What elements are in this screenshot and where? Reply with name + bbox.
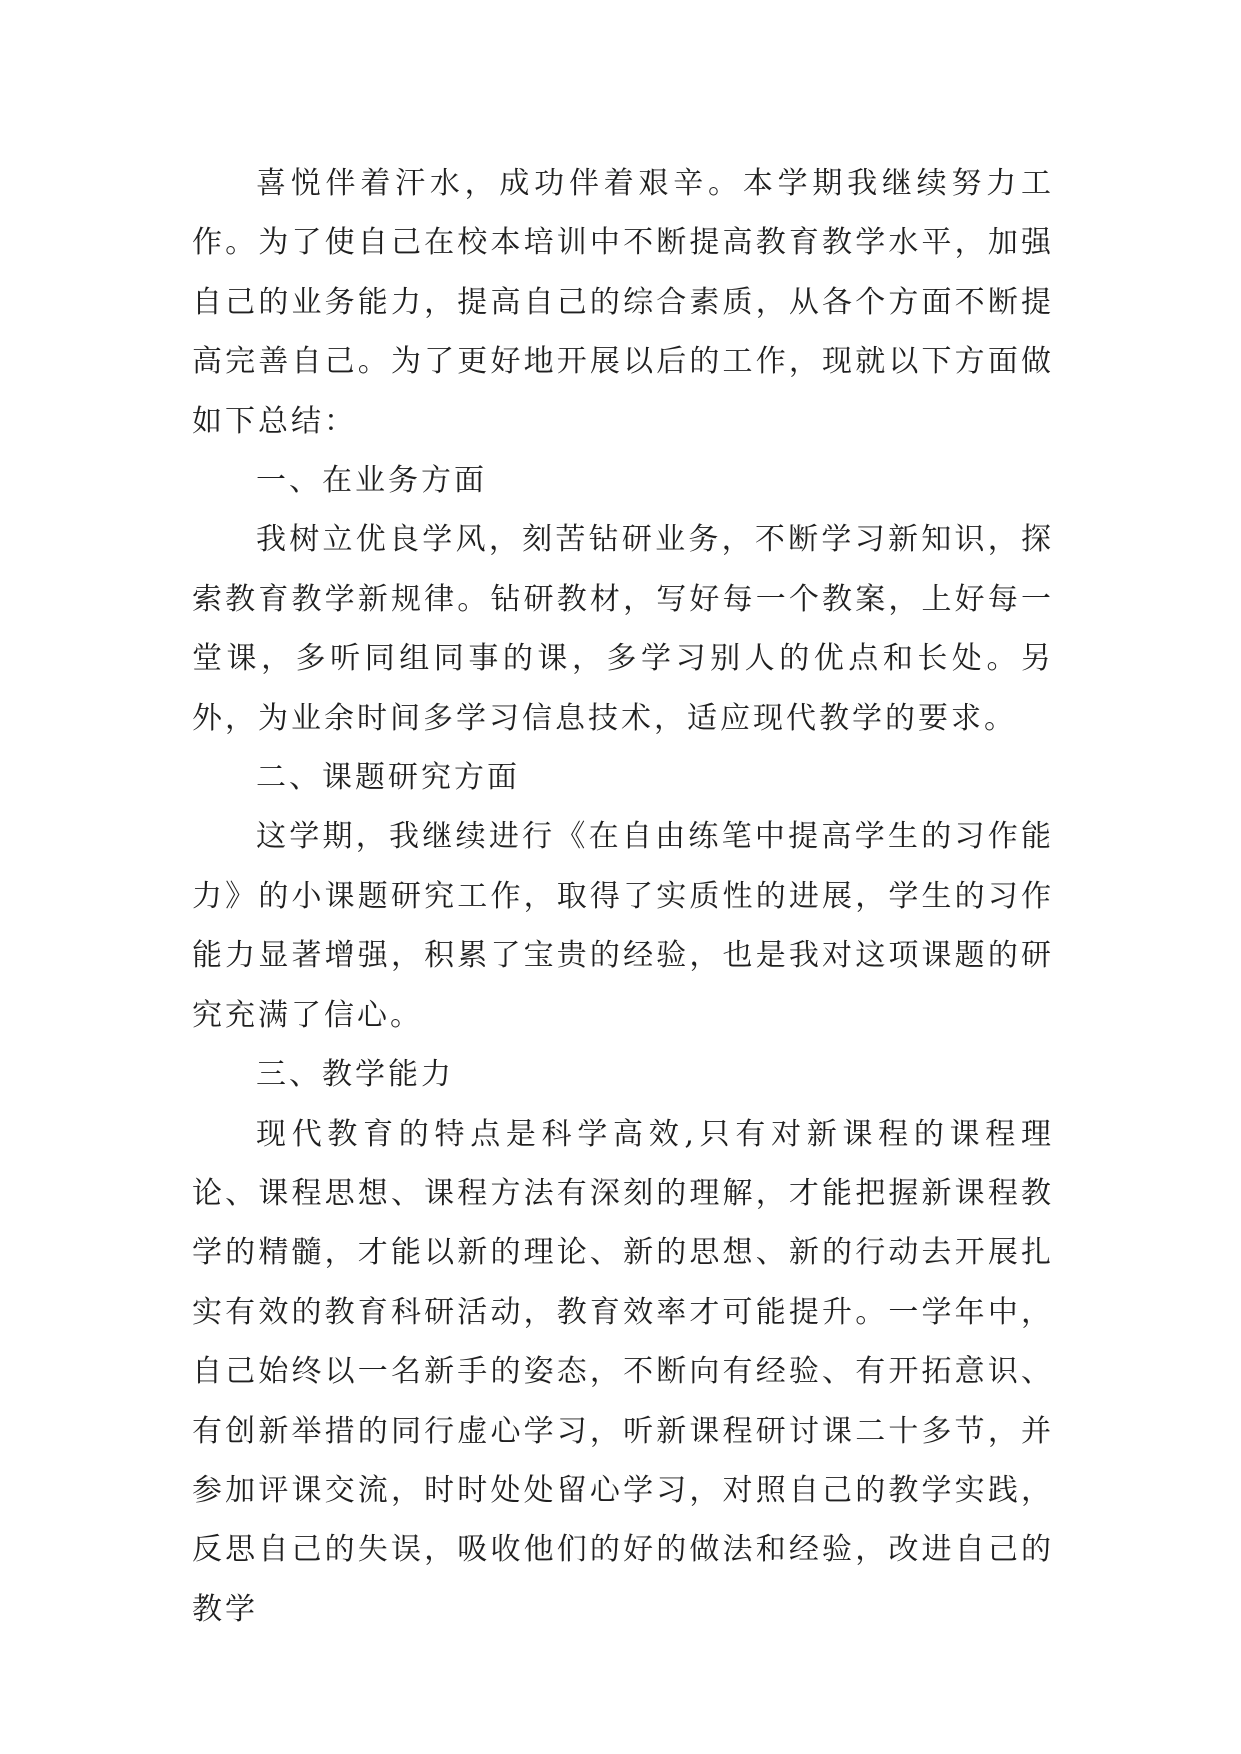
section-heading-business: 一、在业务方面 [256,463,487,499]
section-heading-teaching: 三、教学能力 [256,1057,454,1093]
document-body [192,154,1054,1639]
research-paragraph: 这学期，我继续进行《在自由练笔中提高学生的习作能力》的小课题研究工作，取得了实质性的进展，学生的习作能力显著增强，积累了宝贵的经验，也是我对这项课题的研究充满了信心。 [192,819,1054,1033]
intro-paragraph: 喜悦伴着汗水，成功伴着艰辛。本学期我继续努力工作。为了使自己在校本培训中不断提高教育教学水平，加强自己的业务能力，提高自己的综合素质，从各个方面不断提高完善自己。为了更好地开展以后的工作，现就以下方面做如下总结： [192,166,1054,439]
business-paragraph: 我树立优良学风，刻苦钻研业务，不断学习新知识，探索教育教学新规律。钻研教材，写好每一个教案，上好每一堂课，多听同组同事的课，多学习别人的优点和长处。另外，为业余时间多学习信息技术，适应现代教学的要求。 [192,522,1054,736]
section-heading-research: 二、课题研究方面 [256,760,520,796]
teaching-paragraph: 现代教育的特点是科学高效,只有对新课程的课程理论、课程思想、课程方法有深刻的理解，才能把握新课程教学的精髓，才能以新的理论、新的思想、新的行动去开展扎实有效的教育科研活动，教育效率才可能提升。一学年中，自己始终以一名新手的姿态，不断向有经验、有开拓意识、有创新举措的同行虚心学习，听新课程研讨课二十多节，并参加评课交流，时时处处留心学习，对照自己的教学实践，反思自己的失误，吸收他们的好的做法和经验，改进自己的教学 [192,1116,1054,1627]
